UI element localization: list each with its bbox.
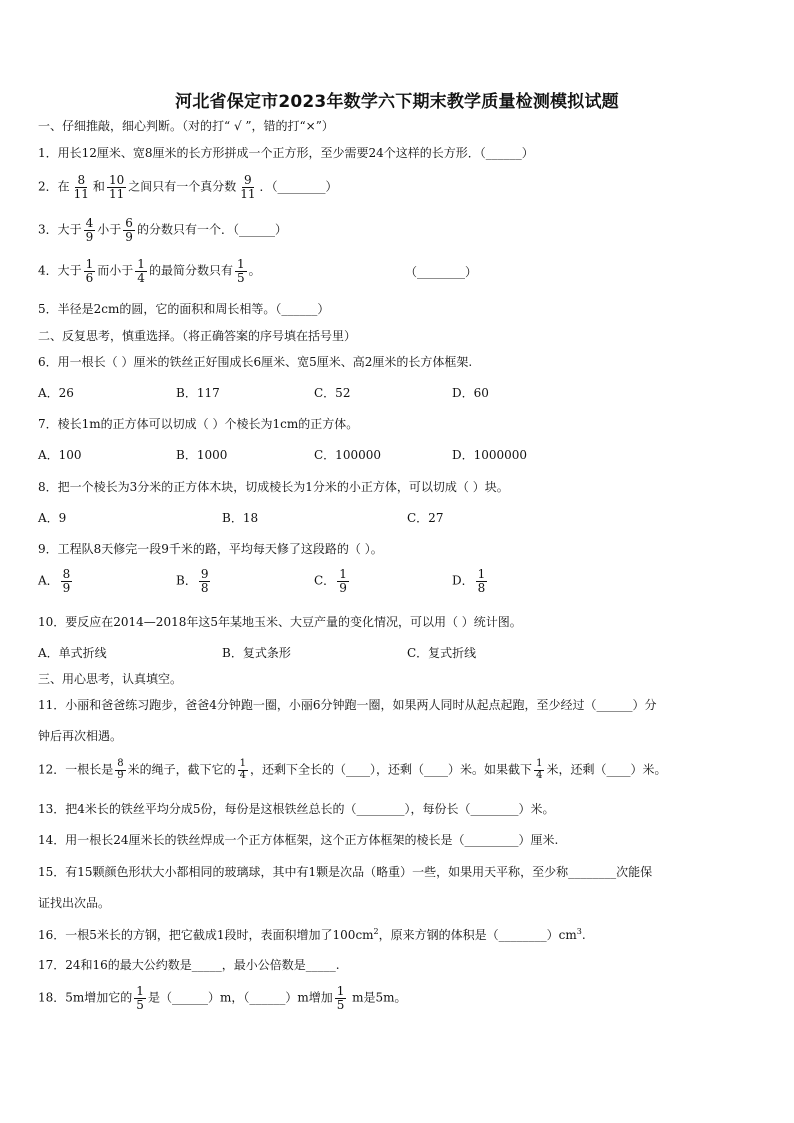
options-q9 [38, 568, 758, 608]
question-text: m是5m。 [348, 990, 407, 1005]
question-2 [38, 174, 338, 200]
option-d: D． $\frac{1}{8}$ [452, 567, 486, 595]
page-title: 河北省保定市2023年数学六下期末教学质量检测模拟试题 [175, 92, 619, 112]
question-6: 6．用一根长（ ）厘米的铁丝正好围成长6厘米、宽5厘米、高2厘米的长方体框架. [38, 355, 473, 369]
question-3 [38, 217, 287, 243]
question-5: 5．半径是2cm的圆，它的面积和周长相等。（______） [38, 302, 330, 316]
option-b: B．18 [222, 511, 259, 525]
option-a: A．单式折线 [38, 646, 107, 660]
fraction: $\frac{1}{5}$ [236, 257, 245, 285]
fraction: $\frac{1}{5}$ [136, 984, 144, 1012]
option-c: C．27 [407, 511, 444, 525]
question-text: 。 [248, 263, 261, 278]
option-d: D．1000000 [452, 448, 528, 462]
option-c: C．100000 [314, 448, 381, 462]
section-2-heading: 二、反复思考，慎重选择。（将正确答案的序号填在括号里） [38, 329, 357, 343]
fraction: $\frac{1}{6}$ [85, 257, 94, 285]
option-b: B．复式条形 [222, 646, 291, 660]
question-text: 12．一根长是 [38, 762, 114, 777]
question-13: 13．把4米长的铁丝平均分成5份，每份是这根铁丝总长的（________），每份长（________）米。 [38, 802, 555, 816]
fraction: $\frac{1}{4}$ [536, 758, 543, 781]
question-text: 之间只有一个真分数 [128, 179, 237, 194]
fraction: $\frac{9}{8}$ [200, 567, 209, 595]
option-a: A．100 [38, 448, 82, 462]
fraction: $\frac{8}{9}$ [62, 567, 71, 595]
question-text: 18．5m增加它的 [38, 990, 133, 1005]
question-17: 17．24和16的最大公约数是_____，最小公倍数是_____. [38, 958, 340, 972]
question-16: 16．一根5米长的方钢，把它截成1段时，表面积增加了$100cm^2$，原来方钢的体积是$(\_\_\_\_\_\_\_\_)cm^3$. [38, 927, 586, 942]
option-b: B．1000 [176, 448, 228, 462]
option-c: C．复式折线 [407, 646, 477, 660]
question-14: 14．用一根长24厘米长的铁丝焊成一个正方体框架，这个正方体框架的棱长是（_________）厘米. [38, 833, 559, 847]
question-11-line-1: 11．小丽和爸爸练习跑步，爸爸4分钟跑一圈，小丽6分钟跑一圈，如果两人同时从起点起跑，至少经过（______）分 [38, 698, 657, 712]
options-q8 [38, 512, 758, 532]
fraction: $\frac{8}{11}$ [73, 173, 89, 201]
question-text: 2．在 [38, 179, 70, 194]
question-15-line-1: 15．有15颗颜色形状大小都相同的玻璃球，其中有1颗是次品（略重）一些，如果用天平称，至少称________次能保 [38, 865, 653, 879]
question-1: 1．用长12厘米、宽8厘米的长方形拼成一个正方形，至少需要24个这样的长方形．（______） [38, 146, 534, 160]
question-12 [38, 759, 666, 781]
option-b: B． $\frac{9}{8}$ [176, 567, 209, 595]
fraction: $\frac{6}{9}$ [125, 216, 133, 244]
option-a: A． $\frac{8}{9}$ [38, 567, 71, 595]
question-text: 小于 [97, 222, 122, 237]
option-a: A．9 [38, 511, 67, 525]
option-a: A．26 [38, 386, 74, 400]
answer-blank: ．（________） [259, 179, 338, 194]
question-text: ，还剩下全长的（____），还剩（____）米。如果截下 [250, 762, 533, 777]
fraction: $\frac{1}{8}$ [477, 567, 486, 595]
question-text: 的最简分数只有 [148, 263, 233, 278]
question-text: 4．大于 [38, 263, 82, 278]
question-text: 的分数只有一个．（______） [136, 222, 287, 237]
fraction: $\frac{1}{4}$ [137, 257, 145, 285]
question-text: 米，还剩（____）米。 [546, 762, 667, 777]
question-text: 3．大于 [38, 222, 82, 237]
fraction: $\frac{1}{4}$ [239, 758, 247, 781]
question-11-line-2: 钟后再次相遇。 [38, 729, 123, 743]
question-15-line-2: 证找出次品。 [38, 896, 111, 910]
option-c: C．52 [314, 386, 351, 400]
option-c: C． $\frac{1}{9}$ [314, 567, 347, 595]
options-q6 [38, 387, 758, 407]
question-9: 9．工程队8天修完一段9千米的路，平均每天修了这段路的（ ）。 [38, 542, 383, 556]
question-4 [38, 258, 261, 284]
fraction: $\frac{1}{9}$ [339, 567, 347, 595]
question-7: 7．棱长1m的正方体可以切成（ ）个棱长为1cm的正方体。 [38, 417, 359, 431]
fraction: $\frac{9}{11}$ [240, 173, 256, 201]
option-d: D．60 [452, 386, 489, 400]
question-10: 10．要反应在2014—2018年这5年某地玉米、大豆产量的变化情况，可以用（ ）统计图。 [38, 615, 522, 629]
option-b: B．117 [176, 386, 220, 400]
answer-blank: （________） [405, 265, 478, 279]
fraction: $\frac{4}{9}$ [85, 216, 94, 244]
fraction: $\frac{1}{5}$ [336, 984, 345, 1012]
fraction: $\frac{10}{11}$ [108, 173, 125, 201]
question-text: 米的绳子，截下它的 [127, 762, 236, 777]
question-text: 和 [92, 179, 105, 194]
section-3-heading: 三、用心思考，认真填空。 [38, 672, 183, 686]
question-18 [38, 985, 407, 1011]
question-8: 8．把一个棱长为3分米的正方体木块，切成棱长为1分米的小正方体，可以切成（ ）块。 [38, 480, 509, 494]
section-1-heading: 一、仔细推敲，细心判断。（对的打“ √ ”，错的打“×”） [38, 119, 334, 133]
question-text: 而小于 [97, 263, 134, 278]
fraction: $\frac{8}{9}$ [117, 758, 124, 781]
options-q7 [38, 449, 758, 469]
question-text: 是（______）m，（______）m增加 [147, 990, 333, 1005]
options-q10 [38, 647, 758, 667]
